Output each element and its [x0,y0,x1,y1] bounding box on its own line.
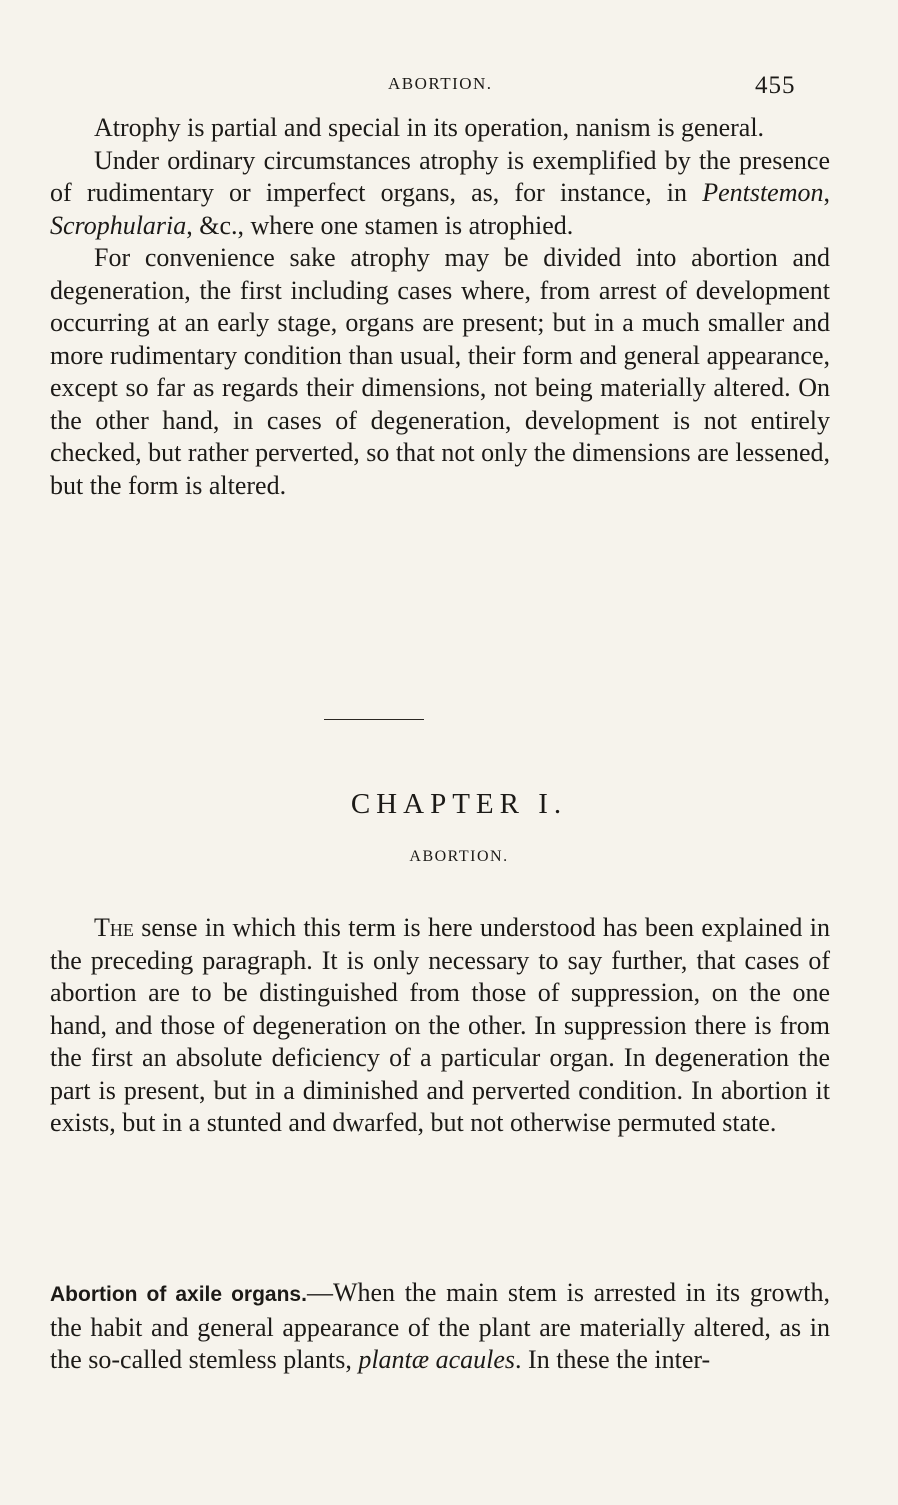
chapter-paragraph-1-lead: The [94,913,134,942]
intro-paragraph-2-text-c: , &c., where one stamen is atrophied. [186,210,574,240]
intro-paragraph-2-text-b: , [823,178,830,207]
axile-organs-section [50,1277,830,1377]
chapter-paragraph-2-text-b: . In these the inter- [515,1345,711,1374]
page-number: 455 [755,72,796,99]
intro-paragraph-1: Atrophy is partial and special in its operation, nanism is general. [94,113,765,142]
chapter-paragraph-2 [50,1277,830,1377]
intro-section [50,112,830,502]
genus-name-pentstemon: Pentstemon [702,178,824,207]
intro-paragraph-2 [50,145,830,243]
genus-name-scrophularia: Scrophularia [50,210,187,240]
chapter-subtitle: ABORTION. [409,848,509,865]
section-divider [324,719,424,720]
chapter-body [50,912,830,1140]
chapter-paragraph-2-text-a: —When the main stem is arrested in its growth, the habit and general appearance of the plant are materially altered, as in the so-called stemless plants, [50,1278,830,1374]
intro-paragraph-2-text-a: Under ordinary circumstances atrophy is exemplified by the presence of rudimentary or imperfect organs, as, for instance, in [50,145,830,207]
chapter-paragraph-1-text: sense in which this term is here understood has been explained in the preceding paragraph. It is only necessary to say further, that cases of abortion are to be distinguished from those of suppression, on the one hand, and those of degeneration on the other. In suppression there is from the first an absolute deficiency of a particular organ. In degeneration the part is present, but in a diminished and perverted condition. In abortion it exists, but in a stunted and dwarfed, but not otherwise permuted state. [50,913,830,1137]
latin-term-plantae-acaules: plantæ acaules [358,1345,516,1374]
section-heading-axile-organs: Abortion of axile organs. [50,1283,307,1306]
intro-paragraph-3: For convenience sake atrophy may be divided into abortion and degeneration, the first including cases where, from arrest of development occurring at an early stage, organs are present; but in a much smaller and more rudimentary condition than usual, their form and general appearance, except so far as regards their dimensions, not being materially altered. On the other hand, in cases of degeneration, development is not entirely checked, but rather perverted, so that not only the dimensions are lessened, but the form is altered. [50,243,830,500]
chapter-paragraph-1 [50,912,830,1140]
running-head [0,70,898,110]
running-title: ABORTION. [388,74,493,93]
chapter-title: CHAPTER I. [350,788,568,820]
